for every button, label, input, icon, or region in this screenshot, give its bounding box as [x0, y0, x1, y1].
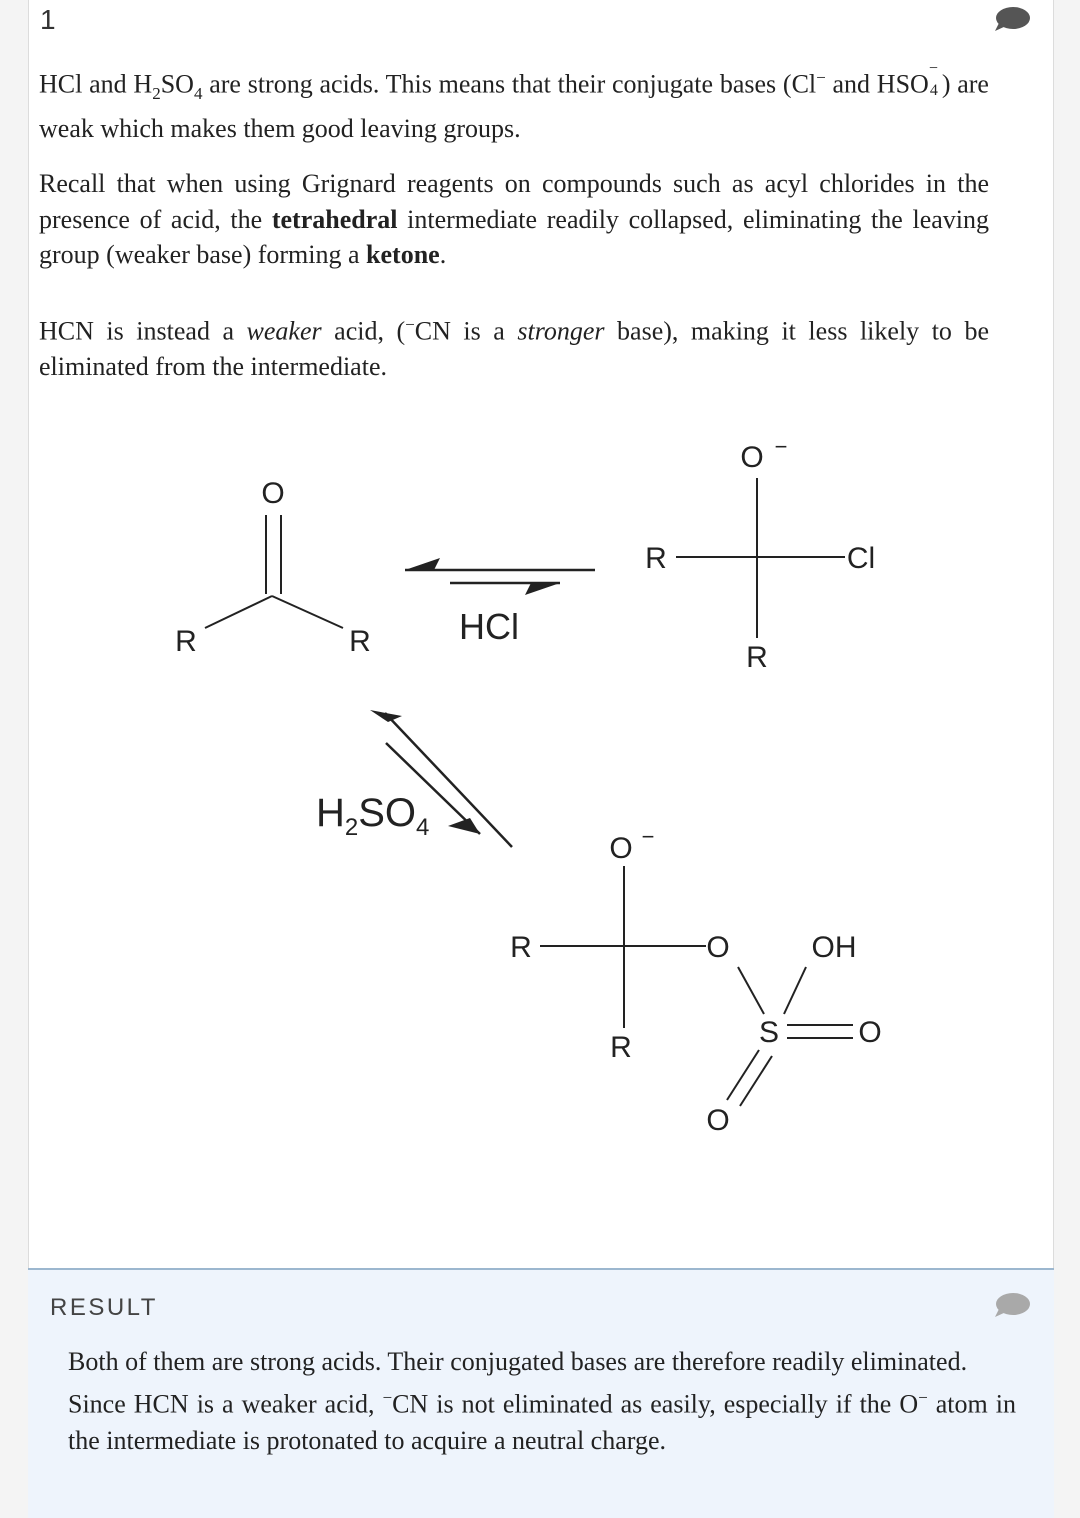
- svg-text:−: −: [641, 824, 655, 849]
- term-tetrahedral: tetrahedral: [271, 204, 398, 234]
- svg-text:O: O: [706, 931, 730, 964]
- reagent-h2so4: [316, 791, 429, 841]
- svg-text:O: O: [261, 477, 285, 510]
- reagent-hcl: HCl: [459, 606, 519, 647]
- step-number: 1: [40, 4, 56, 35]
- equilibrium-arrow-hcl: [405, 558, 595, 595]
- svg-text:H2SO4: $H_2SO_4$: [316, 791, 430, 841]
- svg-text:S: S: [758, 1016, 780, 1049]
- result-text: [68, 1344, 1016, 1459]
- paragraph-hcn: HCN is instead a weaker acid, (−CN is a stronger base), making it less likely to be eliminated from the intermediate.: [39, 315, 989, 382]
- speech-bubble-icon[interactable]: [993, 1292, 1031, 1318]
- ketone-structure: [175, 477, 371, 658]
- svg-text:R: R: [645, 542, 667, 575]
- sulfate-intermediate: [510, 824, 882, 1137]
- svg-text:O: O: [706, 1104, 730, 1137]
- result-section: [28, 1268, 1054, 1518]
- paragraph-strong-acids: HCl and $H_2SO_4$ are strong acids. This means that their conjugate bases (Cl− and HSO − 4 ) are weak which makes them good leaving groups.: [39, 59, 989, 144]
- svg-text:O: O: [609, 832, 633, 865]
- svg-text:R: R: [175, 625, 197, 658]
- svg-text:O: O: [740, 441, 764, 474]
- svg-text:R: R: [349, 625, 371, 658]
- chloride-intermediate: [645, 434, 875, 674]
- svg-text:Cl: Cl: [846, 542, 876, 575]
- result-line-1: Both of them are strong acids. Their conjugated bases are therefore readily eliminated.: [68, 1347, 968, 1376]
- result-title: RESULT: [50, 1294, 158, 1321]
- svg-text:R: R: [510, 931, 532, 964]
- result-line-2: Since HCN is a weaker acid, −CN is not eliminated as easily, especially if the O− atom in the intermediate is protonated to acquire a neutral charge.: [68, 1388, 1016, 1455]
- svg-text:R: R: [610, 1031, 632, 1064]
- svg-text:−: −: [774, 434, 788, 459]
- term-ketone: ketone: [366, 240, 440, 269]
- svg-text:OH: OH: [811, 931, 857, 964]
- svg-text:R: R: [746, 641, 768, 674]
- paragraph-grignard: Recall that when using Grignard reagents on compounds such as acyl chlorides in the presence of acid, the tetrahedral intermediate readily collapsed, eliminating the leaving group (weaker base) forming a ketone.: [39, 169, 989, 269]
- svg-text:O: O: [858, 1016, 882, 1049]
